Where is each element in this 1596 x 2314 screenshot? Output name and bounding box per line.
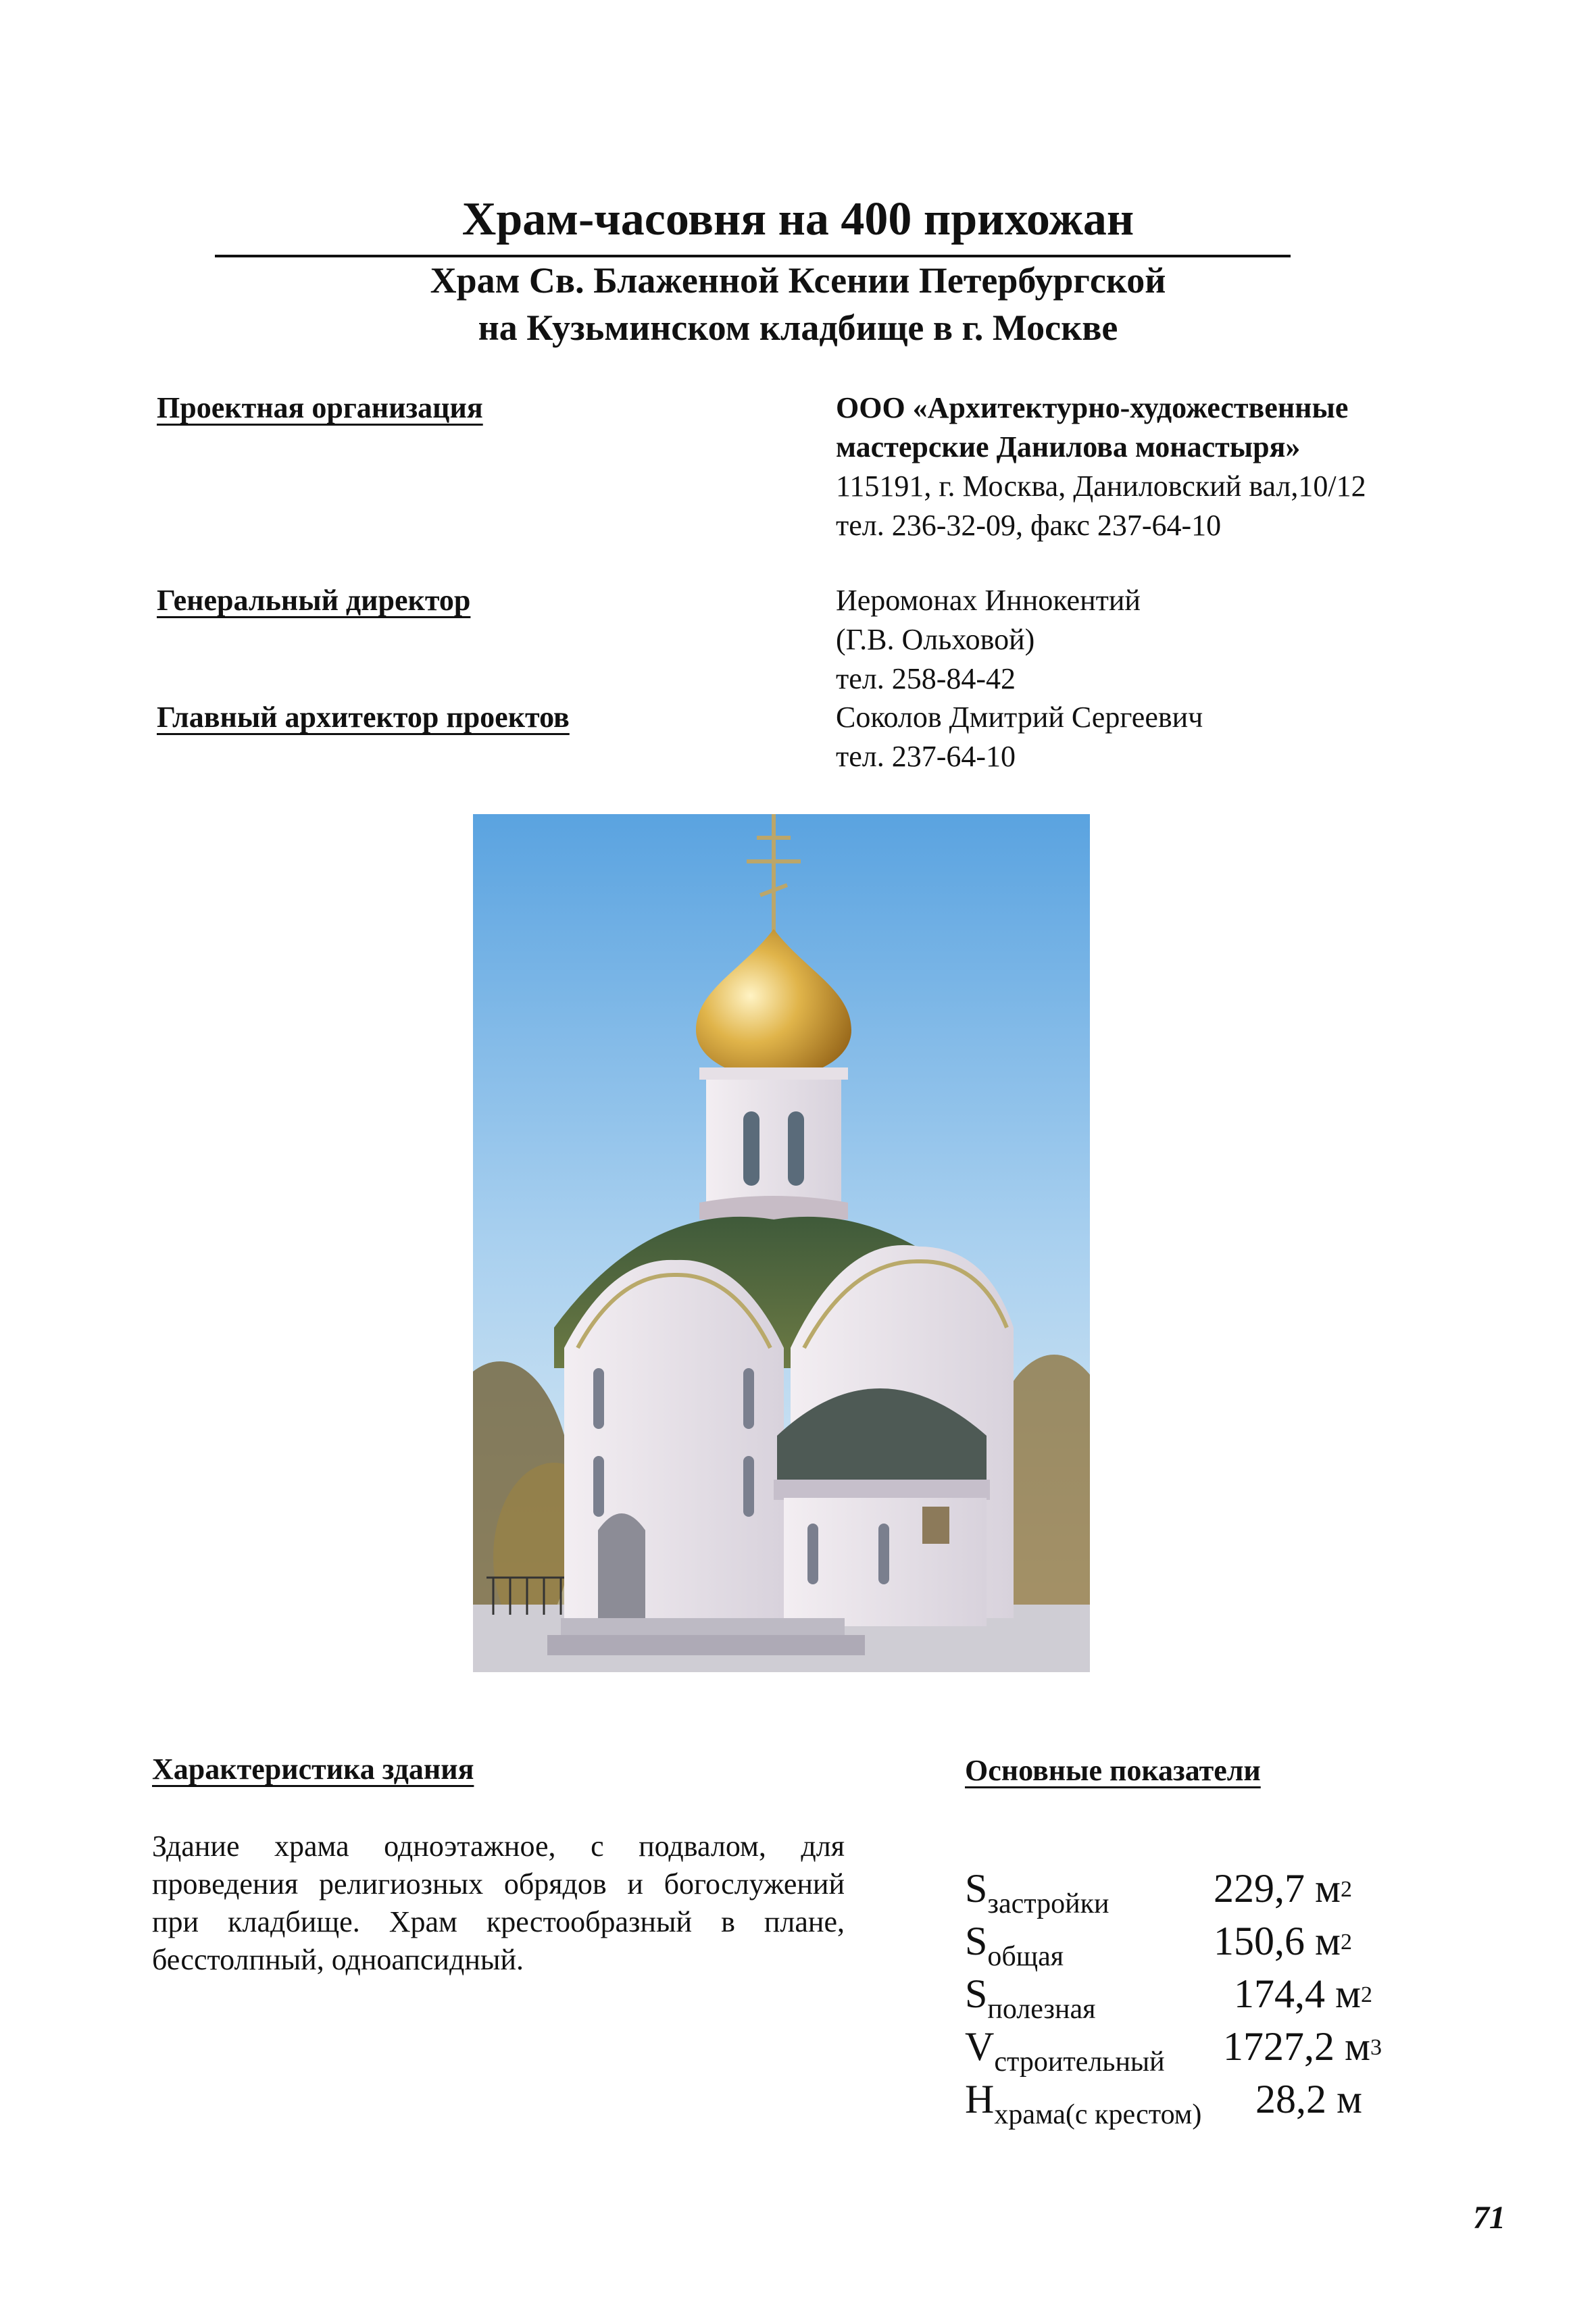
indicator-symbol: V bbox=[965, 2024, 995, 2069]
director-name-note: (Г.В. Ольховой) bbox=[836, 623, 1035, 656]
indicator-subscript: полезная bbox=[987, 1994, 1096, 2025]
org-label: Проектная организация bbox=[157, 391, 483, 424]
indicator-row bbox=[965, 1970, 1372, 2025]
indicator-symbol: S bbox=[965, 1866, 988, 1911]
church-photo bbox=[473, 814, 1090, 1672]
org-name-line-1: ООО «Архитектурно-художественные bbox=[836, 391, 1349, 424]
org-details bbox=[836, 388, 1366, 545]
indicator-subscript: общая bbox=[987, 1941, 1064, 1972]
architect-name: Соколов Дмитрий Сергеевич bbox=[836, 701, 1203, 734]
indicator-row bbox=[965, 2076, 1362, 2130]
characteristics-text: Здание храма одноэтажное, с подвалом, для проведения религиозных обрядов и богослужений при кладбище. Храм крестообразный в плане, бесстолпный, одноапсидный. bbox=[152, 1830, 845, 1976]
org-name-line-2: мастерские Данилова монастыря» bbox=[836, 430, 1301, 463]
page-title: Храм-часовня на 400 прихожан bbox=[462, 193, 1134, 245]
architect-details bbox=[836, 698, 1203, 776]
architect-phone: тел. 237-64-10 bbox=[836, 740, 1016, 773]
org-phone: тел. 236-32-09, факс 237-64-10 bbox=[836, 509, 1222, 542]
indicator-row bbox=[965, 1917, 1352, 1972]
indicators-heading: Основные показатели bbox=[965, 1754, 1261, 1787]
indicator-value: 28,2 м bbox=[1255, 2077, 1362, 2121]
director-details bbox=[836, 581, 1141, 699]
indicator-symbol: S bbox=[965, 1971, 988, 2016]
subtitle-line-1: Храм Св. Блаженной Ксении Петербургской bbox=[430, 260, 1166, 301]
indicator-value: 174,4 $м^2$ bbox=[1234, 1971, 1372, 2016]
indicator-value: 1727,2 $м^3$ bbox=[1223, 2024, 1382, 2069]
indicator-subscript: застройки bbox=[987, 1888, 1109, 1919]
page-number: 71 bbox=[1473, 2200, 1505, 2236]
characteristics-heading: Характеристика здания bbox=[152, 1753, 474, 1786]
director-phone: тел. 258-84-42 bbox=[836, 662, 1016, 695]
indicator-value: 150,6 $м^2$ bbox=[1214, 1919, 1352, 1963]
indicator-row bbox=[965, 1865, 1352, 1919]
indicator-subscript: храма(с крестом) bbox=[994, 2099, 1202, 2130]
indicator-symbol: S bbox=[965, 1919, 988, 1963]
indicator-value: 229,7 $м^2$ bbox=[1214, 1866, 1352, 1911]
director-label: Генеральный директор bbox=[157, 584, 471, 617]
indicator-symbol: H bbox=[965, 2077, 995, 2121]
indicator-subscript: строительный bbox=[994, 2046, 1165, 2078]
architect-label: Главный архитектор проектов bbox=[157, 701, 570, 734]
org-address: 115191, г. Москва, Даниловский вал,10/12 bbox=[836, 470, 1366, 503]
subtitle-line-2: на Кузьминском кладбище в г. Москве bbox=[478, 307, 1118, 348]
director-name: Иеромонах Иннокентий bbox=[836, 584, 1141, 617]
page-subtitle bbox=[0, 257, 1596, 351]
indicator-row bbox=[965, 2023, 1382, 2078]
